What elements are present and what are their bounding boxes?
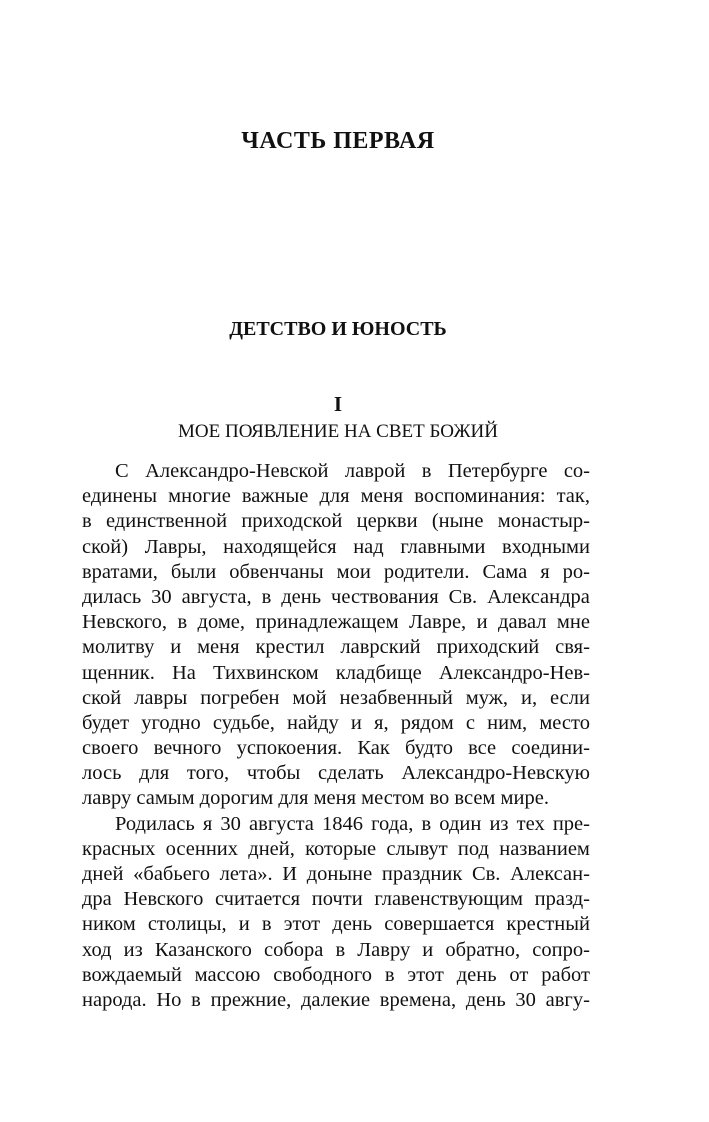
word: мире. [500, 787, 549, 810]
word: в [177, 611, 188, 634]
word: все [468, 737, 497, 760]
word: день [456, 963, 497, 986]
word: дилась [82, 585, 142, 608]
word: и [350, 711, 362, 734]
word: лавру [82, 787, 137, 810]
word: совершается [384, 913, 495, 936]
text-line [82, 560, 590, 585]
chapter-number: I [333, 392, 343, 416]
word: я, [374, 711, 389, 734]
word: сопро- [532, 938, 590, 961]
word: из [489, 812, 509, 835]
word: Невского [123, 888, 204, 911]
word: самым [136, 787, 200, 810]
word: Как [357, 737, 390, 760]
word: единственной [105, 510, 228, 533]
word: Тихвинском [212, 661, 319, 684]
word: меня [360, 485, 404, 508]
word: Но [156, 988, 182, 1011]
word: столицы, [147, 913, 227, 936]
word: день [332, 913, 373, 936]
word: так, [556, 485, 590, 508]
word: Родилась [115, 812, 195, 835]
word: Александро-Невской [145, 460, 329, 482]
word: времена, [379, 988, 457, 1011]
word: мой [292, 686, 327, 709]
word: соедини- [511, 737, 590, 760]
word: тех [516, 812, 545, 835]
text-line [82, 635, 590, 660]
word: того, [186, 762, 230, 785]
word: воспоминания: [414, 485, 546, 508]
word: дорогим [199, 787, 279, 810]
word: в [421, 460, 432, 482]
word: Св. [471, 863, 501, 885]
word: доныне [306, 863, 373, 885]
word: вратами, [82, 560, 158, 583]
word: я [202, 812, 213, 835]
word: ход [82, 938, 112, 961]
word: от [509, 963, 529, 986]
word: обратно, [445, 938, 521, 961]
word: ро- [562, 560, 590, 583]
text-line [82, 912, 590, 937]
word: ской) [82, 535, 129, 558]
word: день [465, 988, 506, 1011]
word: вождаемый [82, 963, 182, 986]
word: пре- [552, 812, 590, 835]
word: в [82, 510, 92, 533]
word: незабвенный [339, 686, 453, 709]
word: 30 [515, 988, 536, 1011]
word: лаврский [340, 636, 421, 659]
word: своего [82, 737, 139, 760]
word: местом [361, 787, 430, 810]
word: года, [371, 812, 414, 835]
word: под [457, 837, 489, 860]
text-line [82, 963, 590, 988]
word: массою [194, 963, 261, 986]
word: со- [563, 460, 590, 482]
word: ской [82, 686, 122, 709]
word: главными [400, 535, 486, 558]
word: 30 [151, 585, 172, 608]
word: во [429, 787, 455, 810]
word: единены [82, 485, 158, 508]
text-line [82, 661, 590, 686]
word: важные [241, 485, 309, 508]
word: августа [249, 812, 314, 835]
text-line [82, 509, 590, 534]
word: празд- [534, 888, 590, 911]
word: 1846 [322, 812, 364, 835]
word: меня [313, 787, 362, 810]
word: над [353, 535, 384, 558]
word: родители. [383, 560, 470, 583]
text-line [82, 938, 590, 963]
body-text [82, 459, 590, 1013]
word: (ныне [431, 510, 484, 533]
word: кладбище [335, 661, 422, 684]
word: приходской [241, 510, 343, 533]
word: Александро-Нев- [438, 661, 590, 684]
word: я [540, 560, 550, 583]
text-line [82, 736, 590, 761]
word: рядом [400, 711, 454, 734]
word: этот [407, 963, 444, 986]
text-line [82, 837, 590, 862]
word: авгу- [545, 988, 590, 1011]
word: С [115, 460, 129, 482]
word: народа. [82, 988, 147, 1011]
word: красных [82, 837, 156, 860]
word: Лавры, [144, 535, 207, 558]
word: чествования [331, 585, 439, 608]
word: приходский [436, 636, 540, 659]
word: с [465, 711, 475, 734]
word: погребен [200, 686, 280, 709]
word: августа, [181, 585, 252, 608]
word: муж, [465, 686, 509, 709]
word: в [261, 585, 272, 608]
word: лаврой [344, 460, 406, 482]
text-line [82, 761, 590, 786]
word: день [281, 585, 322, 608]
word: дней [82, 863, 124, 885]
word: один [439, 812, 482, 835]
word: Св. [448, 585, 478, 608]
word: далекие [300, 988, 371, 1011]
word: дней, [248, 837, 295, 860]
word: Невского, [82, 611, 168, 634]
word: место [539, 711, 590, 734]
word: крестил [255, 636, 325, 659]
word: сделать [317, 762, 384, 785]
word: меня [197, 636, 240, 659]
word: обвенчаны [229, 560, 324, 583]
word: принадлежащем [255, 611, 399, 634]
word: в [335, 938, 346, 961]
word: праздник [381, 863, 463, 885]
word: считается [214, 888, 301, 911]
word: Сама [482, 560, 528, 583]
word: Алексан- [510, 863, 590, 885]
word: были [170, 560, 217, 583]
word: молитву [82, 636, 155, 659]
word: успокоения. [236, 737, 343, 760]
word: мне [556, 611, 590, 634]
word: щенник. [82, 661, 155, 684]
word: собора [264, 938, 324, 961]
word: в [191, 988, 201, 1011]
word: Лавре, [409, 611, 467, 634]
word: лось [82, 762, 122, 785]
word: дра [82, 888, 112, 911]
word: слывут [386, 837, 448, 860]
word: если [550, 686, 590, 709]
word: в [421, 812, 432, 835]
word: «бабьего [133, 863, 210, 885]
word: монастыр- [497, 510, 590, 533]
word: свя- [555, 636, 590, 659]
word: лавры [134, 686, 188, 709]
word: крестный [506, 913, 590, 936]
word: названием [499, 837, 590, 860]
word: давал [498, 611, 547, 634]
text-line [82, 484, 590, 509]
word: Лавру [357, 938, 411, 961]
word: и [238, 913, 250, 936]
word: многие [168, 485, 231, 508]
word: чтобы [246, 762, 301, 785]
text-line [82, 459, 590, 484]
text-line [82, 686, 590, 711]
text-line [82, 862, 590, 887]
word: в [261, 913, 272, 936]
part-title: ЧАСТЬ ПЕРВАЯ [241, 128, 435, 154]
word: церкви [356, 510, 418, 533]
section-title: ДЕТСТВО И ЮНОСТЬ [229, 318, 447, 340]
word: и [476, 611, 488, 634]
word: И [282, 863, 298, 885]
word: из [123, 938, 143, 961]
word: Казанского [154, 938, 252, 961]
word: найду [287, 711, 339, 734]
word: будет [82, 711, 130, 734]
word: находящейся [223, 535, 337, 558]
word: в [384, 963, 395, 986]
text-line [82, 535, 590, 560]
word: для [139, 762, 170, 785]
text-line [82, 610, 590, 635]
word: главенствующим [374, 888, 524, 911]
word: входными [502, 535, 590, 558]
text-line [82, 988, 590, 1013]
word: вечного [153, 737, 222, 760]
text-line [82, 887, 590, 912]
word: всем [454, 787, 501, 810]
word: 30 [220, 812, 241, 835]
word: и, [520, 686, 538, 709]
word: этот [283, 913, 321, 936]
word: для [278, 787, 314, 810]
word: которые [305, 837, 377, 860]
word: для [319, 485, 350, 508]
word: прежние, [210, 988, 292, 1011]
word: Александро-Невскую [401, 762, 590, 785]
text-line [82, 585, 590, 610]
word: лета». [219, 863, 273, 885]
word: почти [311, 888, 363, 911]
word: Александра [487, 585, 590, 608]
word: судьбе, [212, 711, 275, 734]
word: работ [541, 963, 590, 986]
text-line [82, 711, 590, 736]
chapter-title: МОЕ ПОЯВЛЕНИЕ НА СВЕТ БОЖИЙ [178, 421, 498, 442]
word: будто [404, 737, 453, 760]
word: На [171, 661, 196, 684]
word: ником [82, 913, 136, 936]
text-line [82, 812, 590, 837]
text-line [82, 786, 590, 811]
word: осенних [165, 837, 239, 860]
word: Петербурге [447, 460, 548, 482]
word: мои [336, 560, 371, 583]
word: угодно [141, 711, 201, 734]
word: доме, [197, 611, 246, 634]
word: и [422, 938, 434, 961]
word: свободного [273, 963, 372, 986]
word: ним, [487, 711, 528, 734]
word: и [170, 636, 182, 659]
